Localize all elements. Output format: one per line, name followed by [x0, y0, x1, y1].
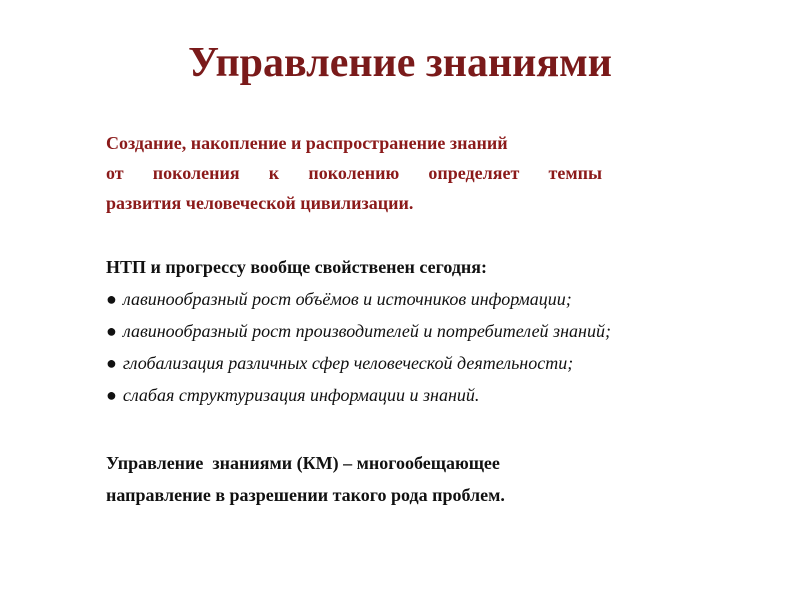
conclusion-line: Управление знаниями (КМ) – многообещающее: [106, 453, 500, 473]
bullet-item: [106, 315, 611, 347]
bullet-text: глобализация различных сфер человеческой деятельности;: [122, 353, 574, 373]
bullet-item: [106, 283, 611, 315]
bullet-item: [106, 347, 611, 379]
bullet-dot-icon: ●: [106, 289, 117, 309]
intro-line: от поколения к поколению определяет темпы: [106, 163, 602, 183]
intro-paragraph: [106, 128, 602, 218]
slide-title: Управление знаниями: [188, 40, 612, 86]
bullet-dot-icon: ●: [106, 321, 117, 341]
bullet-list: [106, 283, 611, 411]
conclusion-line: направление в разрешении такого рода проблем.: [106, 485, 505, 505]
bullet-text: лавинообразный рост производителей и потребителей знаний;: [122, 321, 611, 341]
conclusion-paragraph: [106, 447, 505, 511]
intro-line: развития человеческой цивилизации.: [106, 193, 414, 213]
bullet-dot-icon: ●: [106, 353, 117, 373]
bullet-item: [106, 379, 611, 411]
intro-line: Создание, накопление и распространение знаний: [106, 133, 508, 153]
bullet-dot-icon: ●: [106, 385, 117, 405]
ntp-heading: НТП и прогрессу вообще свойственен сегодня:: [106, 257, 488, 277]
bullet-text: лавинообразный рост объёмов и источников информации;: [122, 289, 572, 309]
bullet-text: слабая структуризация информации и знаний.: [122, 385, 480, 405]
